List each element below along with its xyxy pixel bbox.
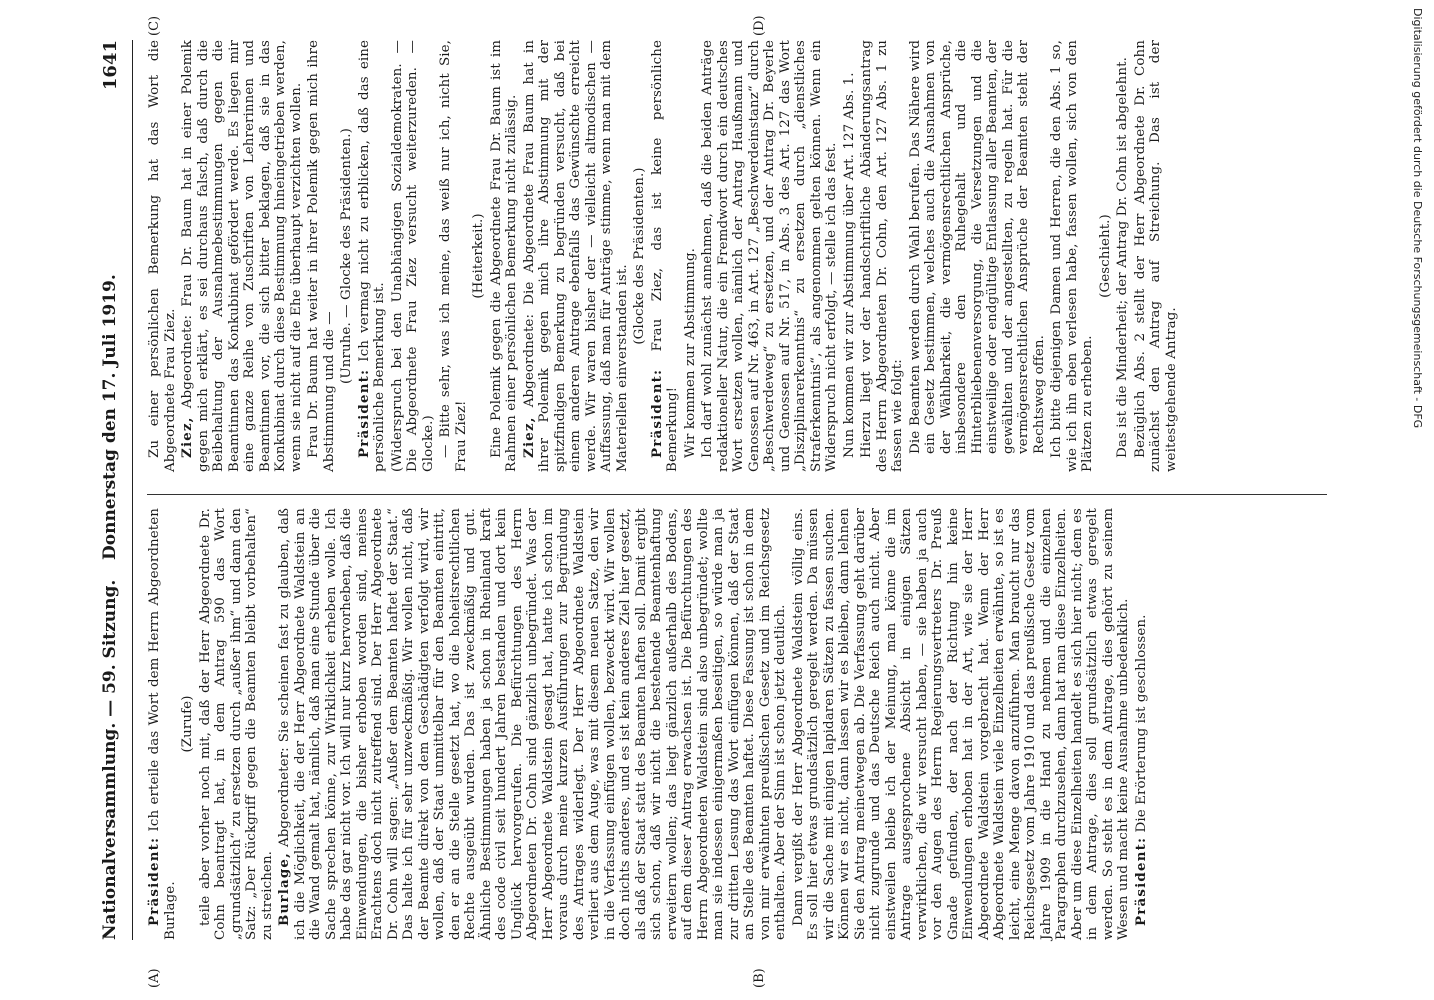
speaker-name: Präsident: [146, 836, 162, 926]
quoted-motion: Die Beamten werden durch Wahl berufen. Das Nähere wird ein Gesetz bestimmen, welches auch die Ausnahmen von der Wählbarkeit, die vermögensrechtlichen Ansprüche, insbesondere den Ruhegehalt und die Hinterbliebenenversorgung, die Versetzungen und die einstweilige oder endgültige Entlassung aller Beamten, der gewählten und der angestellten, zu regeln hat. Für die vermögensrechtlichen Ansprüche der Beamten steht der Rechtsweg offen. [907, 40, 1047, 454]
speaker-name: Ziez, [520, 416, 537, 458]
paragraph [650, 40, 681, 472]
paragraph [489, 40, 520, 472]
paragraph [1049, 40, 1096, 472]
paragraph-text: Frau Ziez, das ist keine persönliche Bemerkung! [649, 39, 680, 472]
paragraph-text: Das ist die Minderheit; der Antrag Dr. Cohn ist abgelehnt. [1115, 57, 1130, 458]
page-number: 1641 [100, 40, 121, 91]
paragraph-text: teile aber vorher noch mit, daß der Herr Abgeordnete Dr. Cohn beantragt hat, in dem Antrag 590 das Wort „grundsätzlich“ zu ersetzen durch „außer ihm“ und dann den Satz: „Der Rückgriff gegen die Beamten bleibt vorbehalten“ zu streichen. [197, 508, 275, 940]
margin-mark-a: (A) [147, 968, 162, 988]
stage-direction: (Heiterkeit.) [471, 213, 486, 299]
paragraph-text: Frau Dr. Baum hat weiter in ihrer Polemik gegen mich ihre Abstimmung und die — [306, 40, 337, 472]
paragraph [1115, 40, 1131, 472]
paragraph-text: Dann vergißt der Herr Abgeordnete Waldstein völlig eins. Es soll hier etwas grundsätzlich geregelt werden. Da müssen wir die Sache mit einigen lapidaren Sätzen zu fassen suchen. Können wir es nicht, dann lassen wir es bleiben, dann lehnen Sie den Antrag meinetwegen ab. Die Verfassung geht darüber nicht zugrunde und das Deutsche Reich auch nicht. Aber einstweilen bleibe ich der Meinung, man könne die im Antrage ausgesprochene Absicht in einigen Sätzen verwirklichen, die wir versucht haben, — sie haben ja auch vor den Augen des Herrn Regierungsvertreters Dr. Preuß Gnade gefunden, der nach der Richtung hin keine Einwendungen erhoben hat in der Art, wie sie der Herr Abgeordnete Waldstein vorgebracht hat. Wenn der Herr Abgeordnete Waldstein viele Einzelheiten erwähnte, so ist es leicht, eine Menge davon anzuführen. Man braucht nur das Reichsgesetz vom Jahre 1910 und das preußische Gesetz vom Jahre 1909 in die Hand zu nehmen und die einzelnen Paragraphen durchzusehen, dann hat man diese Einzelheiten. Aber um diese Einzelheiten handelt es sich hier nicht; dem es in dem Antrage, dies soll grundsätzlich etwas geregelt werden. So steht es in dem Antrage, dies gehört zu seinem Wesen und macht keine Ausnahme unbedenklich. [790, 508, 1131, 940]
stage-direction: (Unruhe. — Glocke des Präsidenten.) [339, 128, 354, 384]
speaker-name: Präsident: [648, 368, 665, 458]
paragraph [277, 508, 789, 940]
paragraph [522, 40, 631, 472]
paragraph [306, 40, 337, 472]
paragraph-text: Nun kommen wir zur Abstimmung über Art. 127 Abs. 1. [841, 72, 857, 458]
paragraph-text: Bezüglich Abs. 2 stellt der Herr Abgeordnete Dr. Cohn zunächst den Antrag auf Streichung. Das ist der weitestgehende Antrag. [1132, 40, 1179, 472]
stage-direction: (Geschieht.) [1097, 214, 1113, 298]
stage-direction: (Zurufe) [180, 695, 195, 753]
paragraph [147, 40, 178, 472]
header-date: Donnerstag den 17. Juli 1919. [100, 274, 120, 560]
margin-mark-d: (D) [752, 15, 767, 36]
paragraph-text: Ich vermag nicht zu erblicken, daß das eine persönliche Bemerkung ist. [356, 40, 387, 472]
newspaper-page [52, 0, 1392, 1000]
paragraph-text: Hierzu liegt vor der handschriftliche Abänderungsantrag des Herrn Abgeordneten Dr. Cohn, den Art. 127 Abs. 1 zu fassen wie folgt: [859, 40, 905, 472]
paragraph [700, 40, 840, 472]
paragraph-text: Wir kommen zur Abstimmung. [682, 247, 698, 458]
paragraph-text: Ich erteile das Wort dem Herrn Abgeordneten Burlage. [147, 508, 178, 940]
left-column [147, 508, 1151, 940]
page-header [92, 40, 133, 940]
paragraph-text: Abgeordnete: Frau Dr. Baum hat in einer Polemik gegen mich erklärt, es sei durchaus falsch, daß durch die Beibehaltung der Ausnahmebestimmungen gegen die Beamtinnen das Konkubinat gefördert werde. Es liegen mir eine ganze Reihe von Zuschriften von Lehrerinnen und Beamtinnen vor, die sich bitter beklagen, daß sie in das Konkubinat durch diese Bestimmung hineingetrieben werden, wenn sie nicht auf die Ehe überhaupt verzichten wollen. [180, 40, 304, 472]
speaker-name: Burlage, [276, 851, 292, 926]
paragraph-text: Ich darf wohl zunächst annehmen, daß die beiden Anträge redaktioneller Natur, die ein Fremdwort durch ein deutsches Wort ersetzen wollen, nämlich der Antrag Haußmann und Genossen auf Nr. 463, in Art. 127 „Beschwerdeinstanz“ durch „Beschwerdeweg“ zu ersetzen, und der Antrag Dr. Beyerle und Genossen auf Nr. 517, in Abs. 3 des Art. 127 das Wort „Disziplinarerkenntnis“ zu ersetzen durch „dienstliches Straferkenntnis“, als angenommen gelten können. Wenn ein Widerspruch nicht erfolgt, — stelle ich das fest. [700, 40, 839, 472]
side-note [1400, 8, 1430, 992]
paragraph-text: Die Erörterung ist geschlossen. [1133, 614, 1149, 833]
stage-direction: (Widerspruch bei den Unabhängigen Sozialdemokraten. — Die Abgeordnete Frau Ziez versucht weiterzureden. — Glocke.) [389, 40, 436, 472]
paragraph [438, 40, 469, 472]
paragraph-text: Abgeordneter: Sie scheinen fast zu glauben, daß ich die Möglichkeit, die der Herr Abgeordnete Waldstein an die Wand gemalt hat, nämlich, daß man eine Stunde über die Sache sprechen könne, zur Wirklichkeit erheben wolle. Ich habe das gar nicht vor. Ich will nur kurz hervorheben, daß die Einwendungen, die bisher erhoben worden sind, meines Erachtens doch nicht zutreffend sind. Der Herr Abgeordnete Dr. Cohn will sagen: „Außer dem Beamten haftet der Staat.“ Das halte ich für sehr unzweckmäßig. Wir wollen nicht, daß der Beamte direkt von dem Geschädigten verfolgt wird, wir wollen, daß der Staat unmittelbar für den Beamten eintritt, den er an die Stelle gesetzt hat, wo die hoheitsrechtlichen Rechte ausgeübt wurden. Das ist zweckmäßig und gut. Ähnliche Bestimmungen haben ja schon in Rheinland kraft des code civil seit hundert Jahren bestanden und dort kein Unglück hervorgerufen. Die Befürchtungen des Herrn Abgeordneten Dr. Cohn sind gänzlich unbegründet. Was der Herr Abgeordnete Waldstein gesagt hat, hatte ich schon im voraus durch meine kurzen Ausführungen zur Begründung des Antrages widerlegt. Der Herr Abgeordnete Waldstein verliert aus dem Auge, was mit diesem neuen Satze, den wir in die Verfassung einfügen wollen, bezweckt wird. Wir wollen doch nichts anderes, und es ist kein anderes Ziel hier gesetzt, als daß der Staat statt des Beamten haften soll. Damit ergibt sich schon, daß wir nicht die bestehende Beamtenhaftung erweitern wollen; das liegt gänzlich außerhalb des Bodens, auf dem dieser Antrag erwachsen ist. Die Befürchtungen des Herrn Abgeordneten Waldstein sind also unbegründet; wollte man sie indessen einigermaßen beseitigen, so würde man ja zur dritten Lesung das Wort einfügen können, daß der Staat an Stelle des Beamten haftet. Diese Fassung ist schon in dem von mir erwähnten preußischen Gesetz und im Reichsgesetz enthalten. Aber der Sinn ist schon jetzt deutlich. [277, 507, 788, 940]
margin-mark-c: (C) [147, 15, 162, 36]
paragraph [842, 40, 858, 472]
paragraph [198, 508, 276, 940]
speaker-name: Präsident: [1132, 836, 1149, 926]
paragraph-text: Eine Polemik gegen die Abgeordnete Frau Dr. Baum ist im Rahmen einer persönlichen Bemerkung nicht zulässig. [488, 40, 519, 472]
paragraph [147, 508, 178, 940]
paragraph [180, 40, 304, 472]
paragraph [791, 508, 1132, 940]
right-column [147, 40, 1181, 472]
stage-direction: (Glocke des Präsidenten.) [632, 167, 647, 345]
paragraph [1133, 40, 1180, 472]
paragraph-text: Ich bitte diejenigen Damen und Herren, die den Abs. 1 so, wie ich ihn eben verlesen habe, fassen wollen, sich von den Plätzen zu erheben. [1049, 40, 1095, 472]
speaker-name: Ziez, [179, 416, 195, 458]
header-left: Nationalversammlung. — 59. Sitzung. [100, 579, 120, 940]
paragraph [357, 40, 388, 472]
paragraph [683, 40, 699, 472]
column-divider [147, 494, 1327, 495]
paragraph-text: Abgeordnete: Die Abgeordnete Frau Baum hat in ihrer Polemik gegen mich ihre Abstimmung mit der spitzfindigen Bemerkung zu begründen versucht, daß bei einem anderen Antrage ebenfalls das Gewünschte erreicht werde. Wir waren bisher der — vielleicht altmodischen — Auffassung, daß man für Anträge stimme, wenn man mit dem Materiellen einverstanden ist. [521, 40, 630, 472]
paragraph [1134, 508, 1150, 940]
dfg-credit: Digitalisierung gefördert durch die Deutsche Forschungsgemeinschaft - DFG [1411, 8, 1424, 429]
paragraph-text: Zu einer persönlichen Bemerkung hat das Wort die Abgeordnete Frau Ziez. [147, 40, 178, 472]
paragraph-text: — Bitte sehr, was ich meine, das weiß nur ich, nicht Sie, Frau Ziez! [438, 40, 469, 472]
speaker-name: Präsident: [355, 368, 372, 458]
margin-mark-b: (B) [752, 968, 767, 988]
paragraph [859, 40, 906, 472]
